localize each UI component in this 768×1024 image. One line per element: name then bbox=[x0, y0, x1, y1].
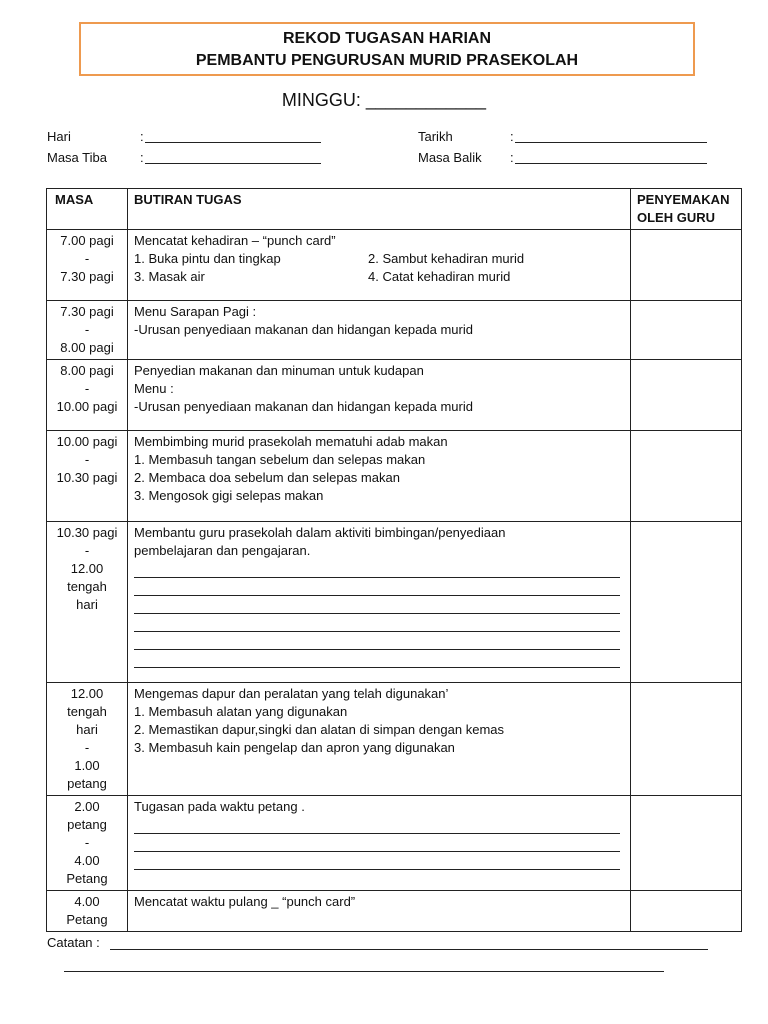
title-line-1: REKOD TUGASAN HARIAN bbox=[283, 30, 491, 47]
time-cell bbox=[47, 431, 128, 522]
task-item: -Urusan penyediaan makanan dan hidangan kepada murid bbox=[134, 399, 473, 414]
time-end: 7.30 pagi bbox=[60, 269, 114, 284]
task-item: 1. Membasuh tangan sebelum dan selepas makan bbox=[134, 452, 426, 467]
check-cell[interactable] bbox=[631, 522, 742, 683]
task-item: 2. Memastikan dapur,singki dan alatan di simpan dengan kemas bbox=[134, 722, 504, 737]
header-penyemakan bbox=[631, 189, 742, 230]
task-cell bbox=[128, 230, 631, 301]
task-cell bbox=[128, 431, 631, 522]
task-item: 3. Mengosok gigi selepas makan bbox=[134, 488, 324, 503]
check-cell[interactable] bbox=[631, 230, 742, 301]
task-cell bbox=[128, 522, 631, 683]
title-box bbox=[79, 22, 695, 76]
hari-field[interactable] bbox=[145, 142, 321, 143]
time-label: 2.00 bbox=[74, 799, 100, 814]
table-row bbox=[47, 522, 742, 683]
time-label: 1.00 bbox=[74, 758, 100, 773]
time-label: Petang bbox=[66, 871, 108, 886]
check-cell[interactable] bbox=[631, 431, 742, 522]
time-start: 7.30 pagi bbox=[60, 304, 114, 319]
write-line[interactable] bbox=[134, 816, 620, 834]
masa-balik-colon: : bbox=[510, 150, 514, 165]
time-dash: - bbox=[84, 381, 90, 396]
task-cell bbox=[128, 683, 631, 796]
tarikh-label: Tarikh bbox=[418, 129, 453, 144]
time-dash: - bbox=[84, 543, 90, 558]
table-row bbox=[47, 230, 742, 301]
time-cell bbox=[47, 891, 128, 932]
time-dash: - bbox=[84, 322, 90, 337]
check-cell[interactable] bbox=[631, 891, 742, 932]
hari-colon: : bbox=[140, 129, 144, 144]
time-cell bbox=[47, 683, 128, 796]
write-line[interactable] bbox=[134, 852, 620, 870]
time-start: 7.00 pagi bbox=[60, 233, 114, 248]
time-dash: - bbox=[84, 835, 90, 850]
header-penyemakan-1: PENYEMAKAN bbox=[637, 192, 730, 207]
table-row bbox=[47, 683, 742, 796]
write-line[interactable] bbox=[134, 596, 620, 614]
task-item: Menu : bbox=[134, 381, 174, 396]
write-line[interactable] bbox=[134, 560, 620, 578]
task-item: 2. Sambut kehadiran murid bbox=[368, 251, 525, 266]
task-cell bbox=[128, 360, 631, 431]
task-title: Mencatat kehadiran – “punch card” bbox=[134, 233, 336, 248]
time-cell bbox=[47, 301, 128, 360]
task-cell bbox=[128, 796, 631, 891]
time-start: 10.30 pagi bbox=[56, 525, 118, 540]
time-end: tengah bbox=[67, 579, 107, 594]
time-label: 12.00 bbox=[70, 686, 104, 701]
masa-tiba-field[interactable] bbox=[145, 163, 321, 164]
time-label: tengah bbox=[67, 704, 107, 719]
task-title: Membimbing murid prasekolah mematuhi adab makan bbox=[134, 434, 448, 449]
time-label: Petang bbox=[66, 912, 108, 927]
check-cell[interactable] bbox=[631, 301, 742, 360]
table-row bbox=[47, 431, 742, 522]
task-table bbox=[46, 188, 742, 932]
masa-balik-field[interactable] bbox=[515, 163, 707, 164]
task-title: Mengemas dapur dan peralatan yang telah digunakan’ bbox=[134, 686, 449, 701]
task-item: 4. Catat kehadiran murid bbox=[368, 269, 511, 284]
table-row bbox=[47, 360, 742, 431]
check-cell[interactable] bbox=[631, 360, 742, 431]
catatan-label: Catatan : bbox=[47, 935, 100, 950]
write-line[interactable] bbox=[134, 632, 620, 650]
time-end: 12.00 bbox=[70, 561, 104, 576]
time-label: hari bbox=[76, 722, 98, 737]
time-end: 10.00 pagi bbox=[56, 399, 118, 414]
table-row bbox=[47, 891, 742, 932]
write-line[interactable] bbox=[134, 650, 620, 668]
catatan-line[interactable] bbox=[110, 949, 708, 950]
task-title: pembelajaran dan pengajaran. bbox=[134, 543, 311, 558]
time-cell bbox=[47, 796, 128, 891]
time-cell bbox=[47, 230, 128, 301]
task-cell bbox=[128, 891, 631, 932]
task-cell bbox=[128, 301, 631, 360]
task-title: Tugasan pada waktu petang . bbox=[134, 799, 305, 814]
time-cell bbox=[47, 360, 128, 431]
time-cell bbox=[47, 522, 128, 683]
title-line-2: PEMBANTU PENGURUSAN MURID PRASEKOLAH bbox=[195, 52, 579, 69]
time-start: 10.00 pagi bbox=[56, 434, 118, 449]
task-item: 1. Membasuh alatan yang digunakan bbox=[134, 704, 348, 719]
header-masa: MASA bbox=[47, 189, 128, 230]
time-dash: - bbox=[84, 251, 90, 266]
task-item: 1. Buka pintu dan tingkap bbox=[134, 251, 281, 266]
table-header-row bbox=[47, 189, 742, 230]
task-item: -Urusan penyediaan makanan dan hidangan kepada murid bbox=[134, 322, 473, 337]
header-butiran: BUTIRAN TUGAS bbox=[128, 189, 631, 230]
time-start: 8.00 pagi bbox=[60, 363, 114, 378]
task-item: 2. Membaca doa sebelum dan selepas makan bbox=[134, 470, 400, 485]
time-end: 8.00 pagi bbox=[60, 340, 114, 355]
check-cell[interactable] bbox=[631, 683, 742, 796]
header-penyemakan-2: OLEH GURU bbox=[637, 210, 715, 225]
check-cell[interactable] bbox=[631, 796, 742, 891]
time-end: hari bbox=[76, 597, 98, 612]
task-title: Mencatat waktu pulang _ “punch card” bbox=[134, 894, 356, 909]
write-line[interactable] bbox=[134, 578, 620, 596]
masa-balik-label: Masa Balik bbox=[418, 150, 482, 165]
catatan-line[interactable] bbox=[64, 971, 664, 972]
time-label: petang bbox=[67, 776, 107, 791]
write-line[interactable] bbox=[134, 834, 620, 852]
time-label: 4.00 bbox=[74, 894, 100, 909]
task-title: Membantu guru prasekolah dalam aktiviti bimbingan/penyediaan bbox=[134, 525, 506, 540]
write-line[interactable] bbox=[134, 614, 620, 632]
table-row bbox=[47, 796, 742, 891]
time-dash: - bbox=[84, 452, 90, 467]
time-end: 10.30 pagi bbox=[56, 470, 118, 485]
time-dash: - bbox=[84, 740, 90, 755]
week-label: MINGGU: ____________ bbox=[281, 90, 487, 110]
task-item: 3. Membasuh kain pengelap dan apron yang digunakan bbox=[134, 740, 455, 755]
time-label: petang bbox=[67, 817, 107, 832]
tarikh-field[interactable] bbox=[515, 142, 707, 143]
time-label: 4.00 bbox=[74, 853, 100, 868]
task-title: Penyedian makanan dan minuman untuk kudapan bbox=[134, 363, 424, 378]
masa-tiba-colon: : bbox=[140, 150, 144, 165]
masa-tiba-label: Masa Tiba bbox=[47, 150, 107, 165]
hari-label: Hari bbox=[47, 129, 71, 144]
table-row bbox=[47, 301, 742, 360]
task-item: 3. Masak air bbox=[134, 269, 205, 284]
tarikh-colon: : bbox=[510, 129, 514, 144]
task-title: Menu Sarapan Pagi : bbox=[134, 304, 257, 319]
